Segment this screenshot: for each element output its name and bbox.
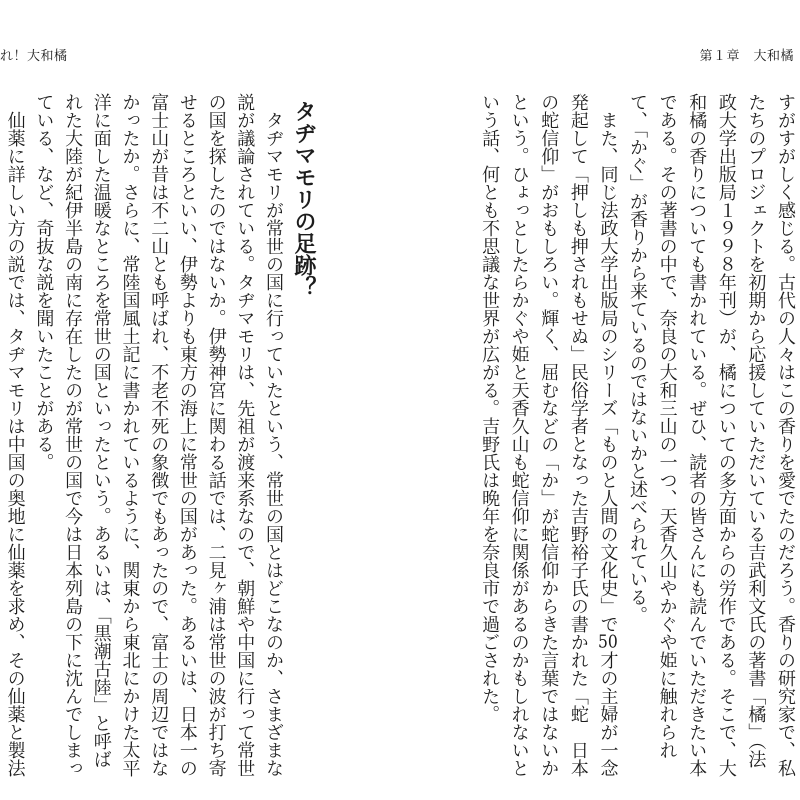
text-line: タヂマモリが常世の国に行っていたという、常世の国とはどこなのか、さまざまな: [263, 111, 284, 777]
text-line: て、「かぐ」が香りから来ているのではないかと述べられている。: [627, 93, 649, 624]
text-line: ている、など、奇抜な説を聞いたことがある。: [33, 93, 55, 471]
running-head-left: れ！大和橘: [0, 49, 68, 64]
text-line: [593, 93, 623, 793]
text-line: 富士山が昔は不二山とも呼ばれ、不老不死の象徴でもあったので、富士の周辺ではな: [148, 93, 170, 777]
text-line: 説が議論されている。タヂマモリは、先祖が渡来系なので、朝鮮や中国に行って常世: [234, 93, 256, 777]
text-line: の国を探したのではないか。伊勢神宮に関わる話では、二見ヶ浦は常世の波が打ち寄: [205, 93, 227, 777]
text-line: 発起して「押しも押されもせぬ」民俗学者となった吉野裕子氏の書かれた「蛇 日本: [567, 93, 589, 777]
section-heading: タヂマモリの足跡？: [291, 100, 316, 298]
right-page-text: [474, 93, 800, 793]
text-line: すがすがしく感じる。古代の人々はこの香りを愛でたのだろう。香りの研究家で、私: [775, 93, 796, 777]
left-page-text: [0, 93, 319, 793]
text-line: 政大学出版局１９９８年刊）が、橘についての多方面からの労作である。そこで、大: [715, 93, 737, 777]
running-head-right: 第１章 大和橘: [699, 49, 794, 64]
text-line: いう話、何とも不思議な世界が広がる。吉野氏は晩年を奈良市で過ごされた。: [479, 93, 501, 723]
text-segment: 才の主婦が一念: [597, 651, 619, 777]
text-line: 仙薬に詳しい方の説では、タヂマモリは中国の奥地に仙薬を求め、その仙薬と製法: [4, 111, 26, 777]
text-line: の蛇信仰」がおもしろい。輝く、屈むなどの「か」が蛇信仰からきた言葉ではないか: [538, 93, 560, 777]
text-line: たちのプロジェクトを初期から応援していただいている吉武利文氏の著書「橘」（法: [745, 93, 767, 768]
text-line: れた大陸が紀伊半島の南に存在したのが常世の国で今は日本列島の下に沈んでしまっ: [62, 93, 84, 777]
text-line: という。ひょっとしたらかぐや姫と天香久山も蛇信仰に関係があるのかもしれないと: [508, 93, 530, 777]
text-line: 和橘の香りについても書かれている。ぜひ、読者の皆さんにも読んでいただきたい本: [686, 93, 708, 777]
text-number: 50: [598, 633, 618, 651]
text-segment: また、同じ法政大学出版局のシリーズ「ものと人間の文化史」で: [597, 111, 619, 633]
text-line: かったか。さらに、常陸国風土記に書かれているように、関東から東北にかけた太平: [119, 93, 141, 777]
text-line: である。その著書の中で、奈良の大和三山の一つ、天香久山やかぐや姫に触れられ: [656, 93, 678, 759]
text-line: 洋に面した温暖なところを常世の国といったという。あるいは、「黒潮古陸」と呼ば: [90, 93, 112, 768]
text-line: せるところといい、伊勢よりも東方の海上に常世の国があった。あるいは、日本一の: [176, 93, 198, 777]
